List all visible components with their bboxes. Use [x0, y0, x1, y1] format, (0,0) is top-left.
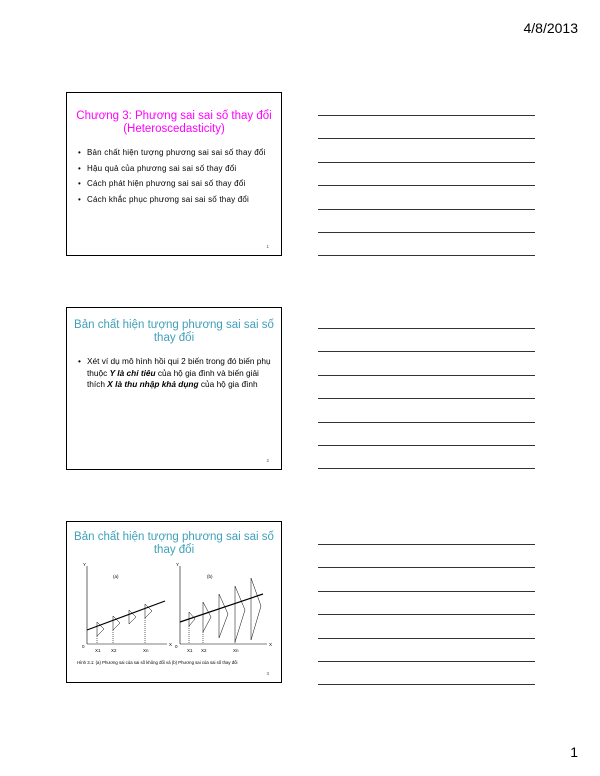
panel-a-label: (a): [113, 574, 119, 579]
panel-b-x-label: X: [269, 642, 273, 647]
note-line: [318, 544, 535, 545]
slide-1-title-line2: (Heteroscedasticity): [123, 123, 225, 135]
note-line: [318, 614, 535, 615]
figure-caption: Hình 3.1: (a) Phương sai của sai số không đổi và (b) Phương sai của sai số thay đổi: [77, 660, 238, 665]
note-line: [318, 398, 535, 399]
panel-a-tick-x2: X2: [111, 648, 117, 653]
slide-2-title-line1: Bản chất hiện tượng phương sai sai số: [74, 319, 274, 331]
slide-number: 3: [266, 671, 269, 676]
slide-1-title: [67, 110, 281, 136]
page-number: 1: [570, 744, 578, 760]
panel-a-y-label: Y: [83, 562, 87, 567]
bullet-item: • Bản chất hiện tượng phương sai sai số thay đổi: [75, 148, 273, 159]
dependent-variable-term: Y là chi tiêu: [109, 367, 156, 378]
note-line: [318, 591, 535, 592]
note-line: [318, 115, 535, 116]
slide-1-bullets: [75, 148, 273, 205]
panel-b-regression-line: [180, 594, 263, 622]
panel-a-regression-line: [87, 601, 165, 630]
note-line: [318, 422, 535, 423]
note-line: [318, 567, 535, 568]
distribution-shape: [219, 594, 228, 638]
bullet-item: [75, 356, 273, 391]
distribution-shape: [251, 578, 261, 640]
slide-3-title-line1: Bản chất hiện tượng phương sai sai số: [74, 531, 274, 543]
note-line: [318, 255, 535, 256]
panel-b-label: (b): [207, 574, 213, 579]
slide-number: 1: [266, 244, 269, 249]
slide-3: [66, 521, 282, 683]
distribution-shape: [235, 586, 245, 642]
heteroscedasticity-figure: [67, 522, 281, 682]
bullet-item: • Hậu quả của phương sai sai số thay đổi: [75, 164, 273, 175]
note-line: [318, 351, 535, 352]
bullet-item: • Cách phát hiện phương sai sai số thay đổi: [75, 179, 273, 190]
slide-2: [66, 307, 282, 470]
panel-b-distributions: [189, 578, 261, 642]
explanatory-variable-term: X là thu nhập khả dụng: [107, 379, 199, 389]
note-line: [318, 684, 535, 685]
note-line: [318, 185, 535, 186]
panel-b-tick-xn: Xn: [233, 648, 239, 653]
slide-1: [66, 92, 282, 256]
slide-2-title: [67, 319, 281, 345]
bullet-text: Xét ví dụ mô hình hồi qui 2 biến trong đó biến phụ thuộc: [87, 356, 271, 378]
note-line: [318, 209, 535, 210]
panel-a-tick-xn: Xn: [143, 648, 149, 653]
slide-1-title-line1: Chương 3: Phương sai sai số thay đổi: [76, 110, 272, 122]
bullet-item: • Cách khắc phục phương sai sai số thay đổi: [75, 195, 273, 206]
panel-a-origin: 0: [82, 644, 85, 649]
slide-2-title-line2: thay đổi: [153, 332, 195, 344]
slide-3-title-line2: thay đổi: [153, 544, 195, 556]
note-line: [318, 232, 535, 233]
panel-b-tick-x1: X1: [187, 648, 193, 653]
panel-b: [180, 566, 267, 644]
bullet-text: của hộ gia đình: [198, 379, 258, 389]
slide-2-bullets: [75, 356, 273, 391]
notes-lines-3: [318, 544, 535, 708]
slide-number: 2: [266, 458, 269, 463]
notes-lines-2: [318, 328, 535, 492]
panel-b-y-label: Y: [176, 562, 180, 567]
note-line: [318, 468, 535, 469]
note-line: [318, 445, 535, 446]
distribution-shape: [203, 602, 211, 632]
panel-b-tick-x2: X2: [201, 648, 207, 653]
notes-lines-1: [318, 115, 535, 279]
panel-b-origin: 0: [175, 644, 178, 649]
note-line: [318, 661, 535, 662]
note-line: [318, 138, 535, 139]
print-date: 4/8/2013: [523, 20, 578, 36]
panel-a: [87, 566, 167, 644]
note-line: [318, 638, 535, 639]
note-line: [318, 328, 535, 329]
bullet-text: của hộ gia đình và biến giải thích: [87, 367, 259, 389]
note-line: [318, 375, 535, 376]
panel-a-tick-x1: X1: [95, 648, 101, 653]
note-line: [318, 162, 535, 163]
panel-a-x-label: X: [169, 642, 173, 647]
